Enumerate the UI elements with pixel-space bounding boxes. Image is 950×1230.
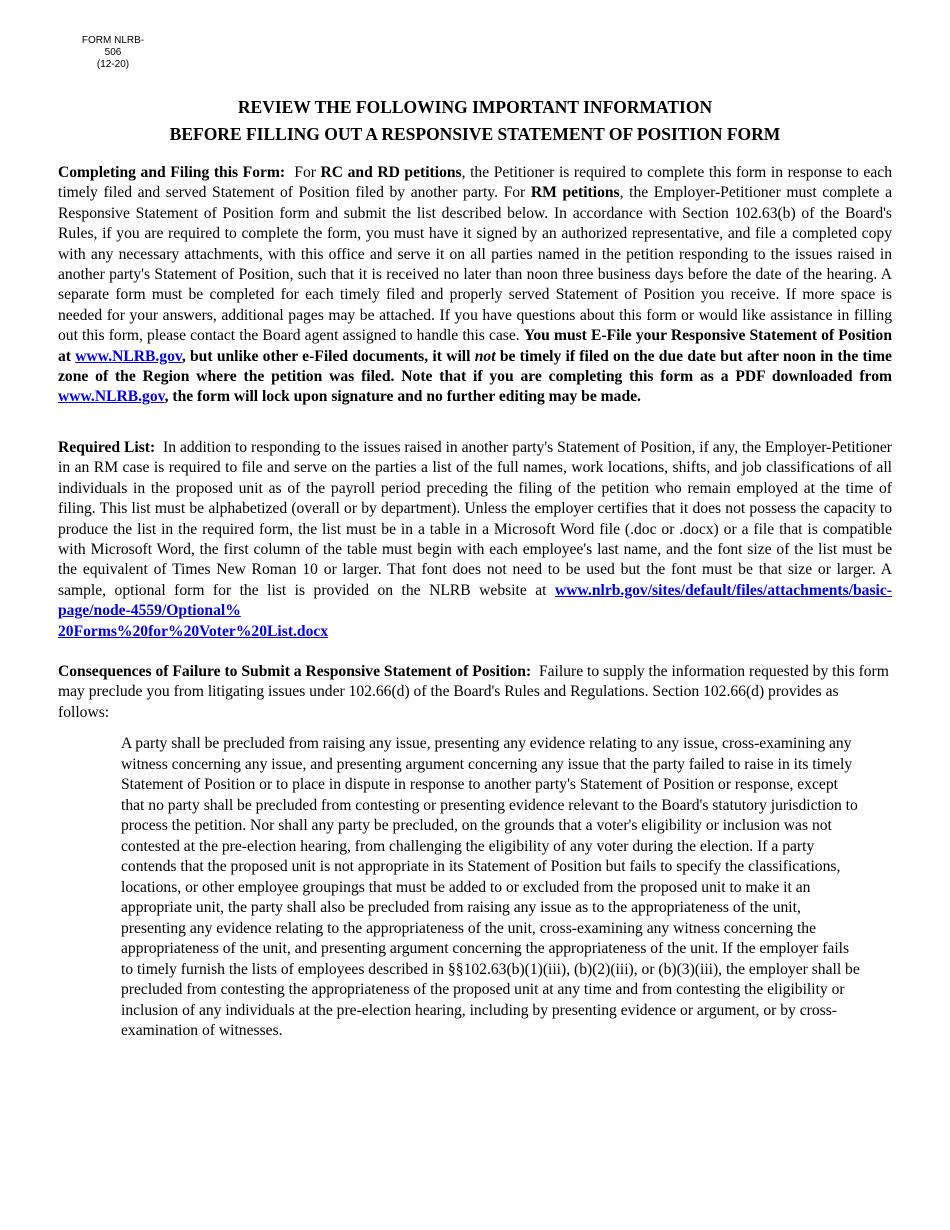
nlrb-link-2[interactable]: www.NLRB.gov [58,388,165,406]
rm-petitions: RM petitions [530,184,620,202]
form-revision: (12-20) [96,59,130,70]
rule-102-66d-quote: A party shall be precluded from raising any issue, presenting any evidence relating to any issue, cross-examining any witness concerning any issue, and presenting argument concerning any issue that the party failed to raise in its timely Statement of Position or to place in dispute in response to another party's Statement of Position or response, except that no party shall be precluded from contesting or presenting evidence relevant to the Board's statutory jurisdiction to process the petition. Nor shall any party be precluded, on the grounds that a voter's eligibility or inclusion was not contested at the pre-election hearing, from challenging the eligibility of any voter during the election. If a party contends that the proposed unit is not appropriate in its Statement of Position but fails to specify the classifications, locations, or other employee groupings that must be added to or excluded from the proposed unit to make it an appropriate unit, the party shall also be precluded from raising any issue as to the appropriateness of the unit, presenting any evidence relating to the appropriateness of the unit, cross-examining any witness concerning the appropriateness of the unit, and presenting argument concerning the appropriateness of the unit. If the employer fails to timely furnish the lists of employees described in §§102.63(b)(1)(iii), (b)(2)(iii), or (b)(3)(iii), the employer shall be precluded from contesting the appropriateness of the proposed unit at any time and from contesting the eligibility or inclusion of any individuals at the pre-election hearing, including by presenting evidence or argument, or by cross-examination of witnesses. [121,735,860,1039]
efile-notice-1: You must E-File your Responsive Statement of Position at [58,327,892,365]
completing-heading: Completing and Filing this Form: [58,164,286,181]
efile-notice-not: not [474,347,496,365]
page-title [58,94,892,148]
efile-notice-3: be timely if filed on the due date but after noon in the time zone of the Region where the petition was filed. Note that if you are completing this form as a PDF downloaded from [58,347,892,386]
completing-text-1: For [294,164,321,181]
title-line-1: REVIEW THE FOLLOWING IMPORTANT INFORMATION [237,97,713,117]
nlrb-link-1[interactable]: www.NLRB.gov [75,347,182,365]
completing-filing-section [58,163,892,408]
rc-rd-petitions: RC and RD petitions [320,164,462,181]
consequences-text: Failure to supply the information requested by this form may preclude you from litigating issues under 102.66(d) of the Board's Rules and Regulations. Section 102.66(d) provides as follows: [58,663,889,721]
efile-notice-4: , the form will lock upon signature and no further editing may be made. [164,388,641,406]
form-number: FORM NLRB-506 [81,35,145,58]
required-text: In addition to responding to the issues raised in another party's Statement of Position, if any, the Employer-Petitioner in an RM case is required to file and serve on the parties a list of the full names, work locations, shifts, and job classifications of all individuals in the proposed unit as of the payroll period preceding the filing of the petition who remain employed at the time of filing. This list must be alphabetized (overall or by department). Unless the employer certifies that it does not possess the capacity to produce the list in the required form, the list must be in a table in a Microsoft Word file (.doc or .docx) or a file that is compatible with Microsoft Word, the first column of the table must begin with each employee's last name, and the font size of the list must be the equivalent of Times New Roman 10 or larger. That font does not need to be used but the font must be that size or larger. A sample, optional form for the list is provided on the NLRB website at [58,439,892,599]
required-list-section [58,438,892,642]
voter-list-link-part-1: www.nlrb.gov/sites/default/files/attachments/basic-page/node-4559/Optional% [58,581,892,620]
completing-text-3: , the Employer-Petitioner must complete a Responsive Statement of Position form and submit the list described below. In accordance with Section 102.63(b) of the Board's Rules, if you are required to complete the form, you must have it signed by an authorized representative, and file a completed copy with any necessary attachments, with this office and serve it on all parties named in the petition responding to the issues raised in another party's Statement of Position, such that it is received no later than noon three business days before the date of the hearing. A separate form must be completed for each timely filed and properly served Statement of Position you receive. If more space is needed for your answers, additional pages may be attached. If you have questions about this form or would like assistance in filling out this form, please contact the Board agent assigned to handle this case. [58,184,892,345]
voter-list-link-part-2: 20Forms%20for%20Voter%20List.docx [58,622,329,640]
form-identifier [74,35,152,71]
consequences-section [58,662,892,723]
title-line-2: BEFORE FILLING OUT A RESPONSIVE STATEMENT OF POSITION FORM [169,124,781,144]
consequences-heading: Consequences of Failure to Submit a Responsive Statement of Position: [58,663,532,680]
required-heading: Required List: [58,439,156,456]
efile-notice-2: , but unlike other e-Filed documents, it will [181,347,475,365]
completing-text-2: , the Petitioner is required to complete this form in response to each timely filed and served Statement of Position filed by another party. For [58,164,892,202]
